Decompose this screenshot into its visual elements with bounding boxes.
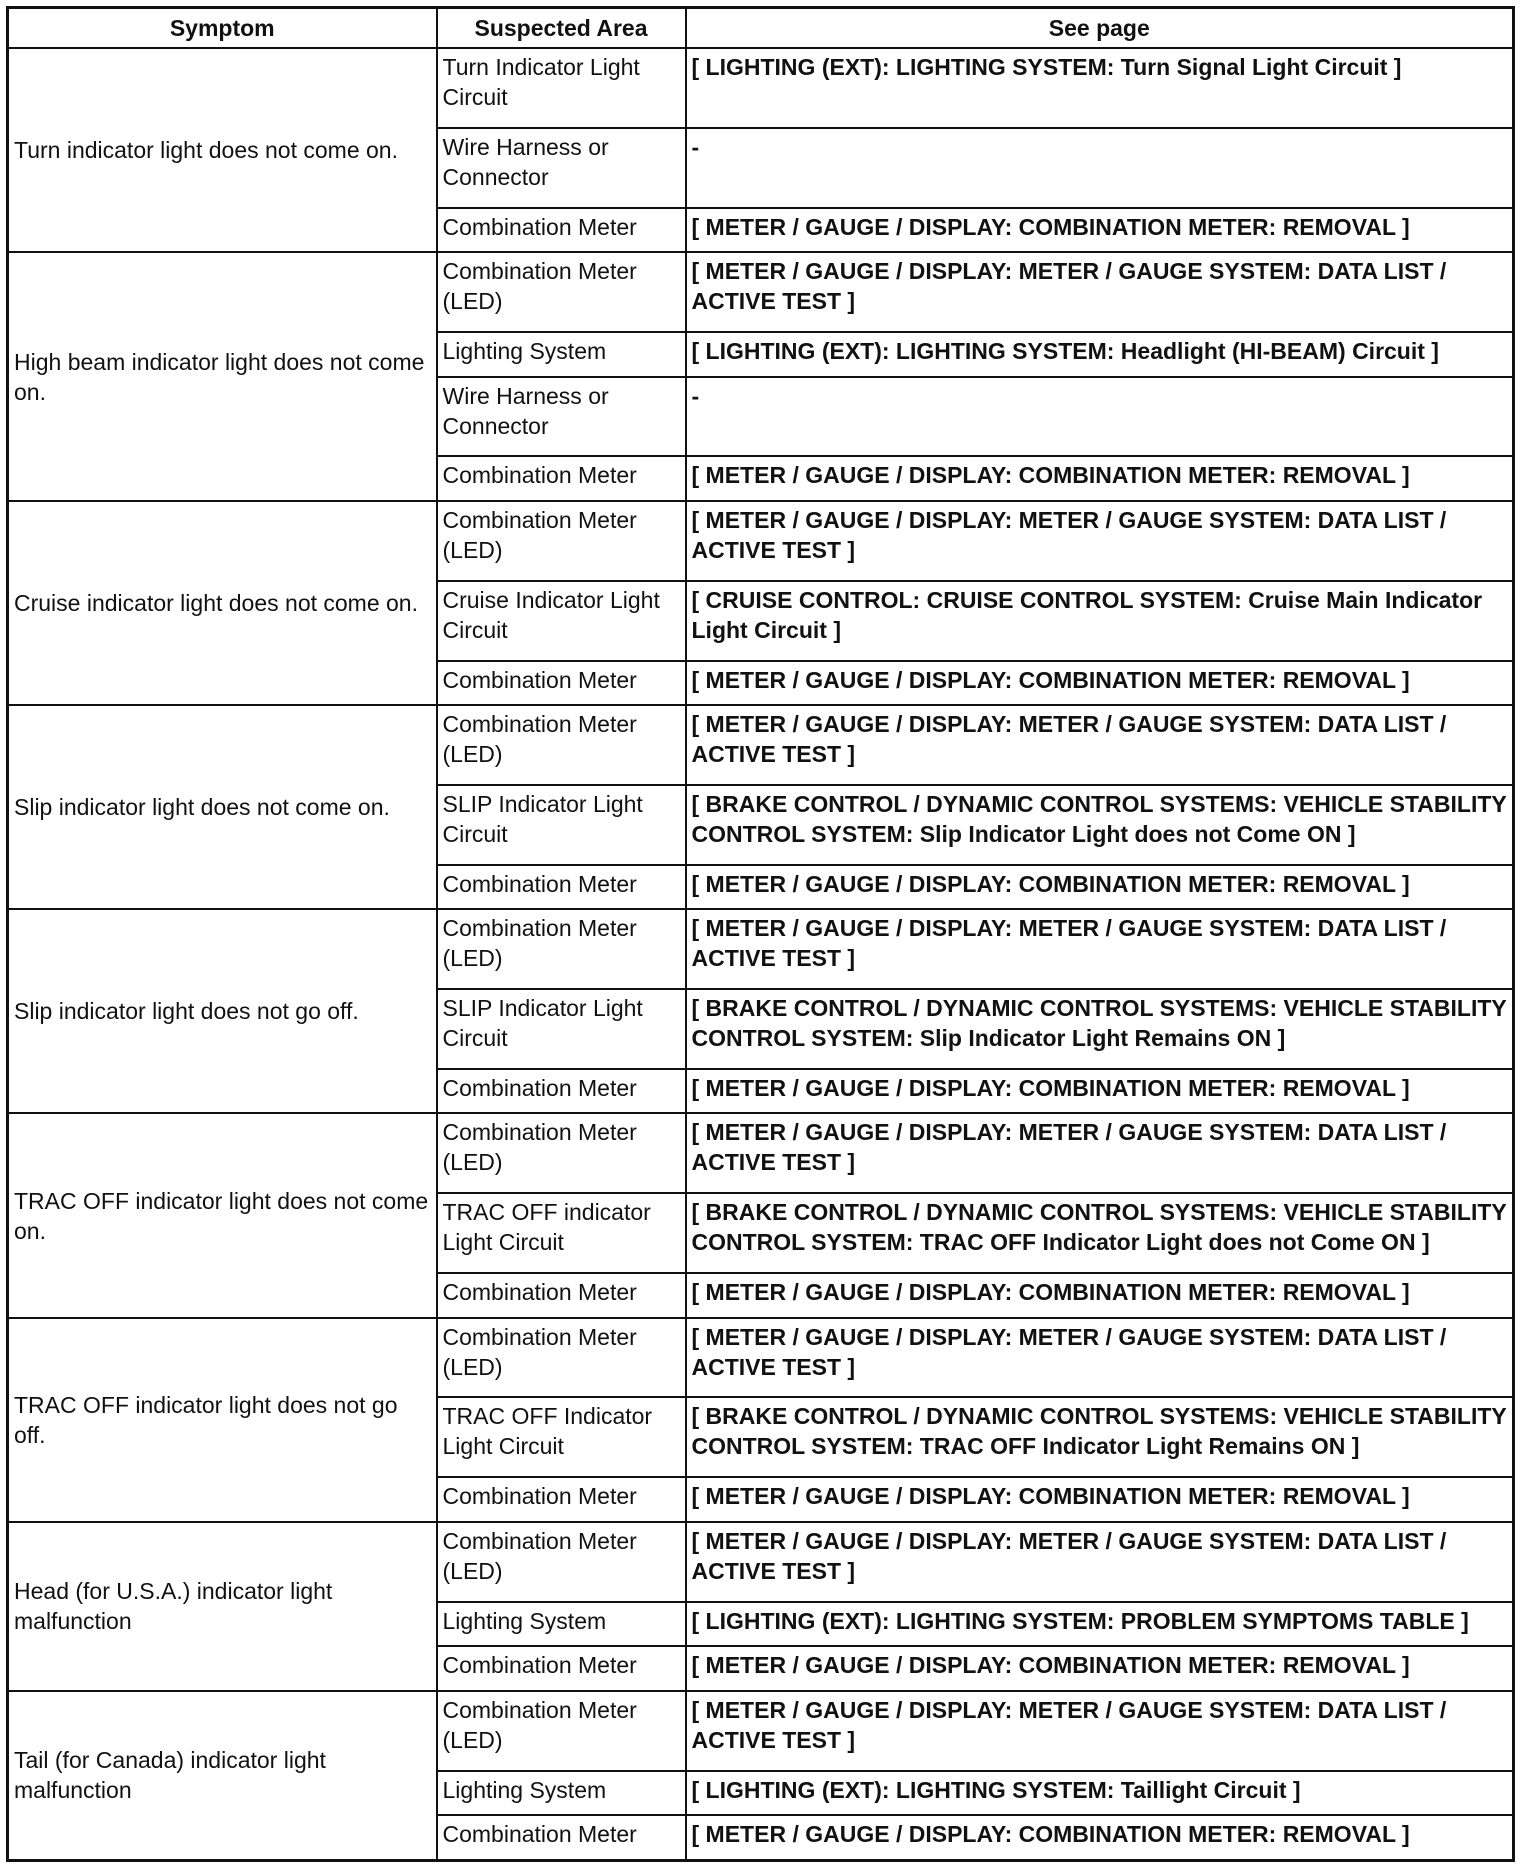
table-row <box>8 1113 1514 1193</box>
see-page-link[interactable]: [ METER / GAUGE / DISPLAY: METER / GAUGE SYSTEM: DATA LIST / ACTIVE TEST ] <box>686 1522 1514 1602</box>
suspected-area-cell: Combination Meter <box>437 1815 686 1860</box>
see-page-link[interactable]: [ BRAKE CONTROL / DYNAMIC CONTROL SYSTEMS: VEHICLE STABILITY CONTROL SYSTEM: TRAC OFF Indicator Light does not Come ON ] <box>686 1193 1514 1273</box>
symptom-cell: Slip indicator light does not come on. <box>8 705 437 909</box>
see-page-link[interactable]: [ METER / GAUGE / DISPLAY: METER / GAUGE SYSTEM: DATA LIST / ACTIVE TEST ] <box>686 1318 1514 1398</box>
see-page-link[interactable]: [ METER / GAUGE / DISPLAY: METER / GAUGE SYSTEM: DATA LIST / ACTIVE TEST ] <box>686 252 1514 332</box>
problem-symptoms-table <box>6 6 1515 1862</box>
suspected-area-cell: Turn Indicator Light Circuit <box>437 48 686 128</box>
symptom-cell: Tail (for Canada) indicator light malfunction <box>8 1691 437 1861</box>
symptom-cell: TRAC OFF indicator light does not come on. <box>8 1113 437 1317</box>
see-page-link[interactable]: [ METER / GAUGE / DISPLAY: METER / GAUGE SYSTEM: DATA LIST / ACTIVE TEST ] <box>686 501 1514 581</box>
suspected-area-cell: SLIP Indicator Light Circuit <box>437 785 686 865</box>
suspected-area-cell: Combination Meter <box>437 1477 686 1522</box>
symptom-cell: TRAC OFF indicator light does not go off. <box>8 1318 437 1522</box>
suspected-area-cell: Lighting System <box>437 1771 686 1816</box>
symptom-cell: Cruise indicator light does not come on. <box>8 501 437 705</box>
suspected-area-cell: Combination Meter (LED) <box>437 1522 686 1602</box>
table-header <box>8 8 1514 49</box>
suspected-area-cell: Combination Meter <box>437 661 686 706</box>
see-page-link[interactable]: [ BRAKE CONTROL / DYNAMIC CONTROL SYSTEMS: VEHICLE STABILITY CONTROL SYSTEM: Slip Indicator Light does not Come ON ] <box>686 785 1514 865</box>
suspected-area-cell: SLIP Indicator Light Circuit <box>437 989 686 1069</box>
suspected-area-cell: Combination Meter <box>437 1069 686 1114</box>
table-row <box>8 501 1514 581</box>
header-row <box>8 8 1514 49</box>
see-page-link[interactable]: [ METER / GAUGE / DISPLAY: COMBINATION METER: REMOVAL ] <box>686 865 1514 910</box>
see-page-link[interactable]: [ METER / GAUGE / DISPLAY: COMBINATION METER: REMOVAL ] <box>686 208 1514 253</box>
see-page-link[interactable]: [ LIGHTING (EXT): LIGHTING SYSTEM: Taillight Circuit ] <box>686 1771 1514 1816</box>
suspected-area-cell: Combination Meter <box>437 1646 686 1691</box>
suspected-area-cell: Lighting System <box>437 1602 686 1647</box>
suspected-area-cell: Combination Meter <box>437 1273 686 1318</box>
see-page-link[interactable]: [ LIGHTING (EXT): LIGHTING SYSTEM: Turn Signal Light Circuit ] <box>686 48 1514 128</box>
see-page-link[interactable]: [ BRAKE CONTROL / DYNAMIC CONTROL SYSTEMS: VEHICLE STABILITY CONTROL SYSTEM: TRAC OFF Indicator Light Remains ON ] <box>686 1397 1514 1477</box>
header-suspected-area: Suspected Area <box>437 8 686 49</box>
header-symptom: Symptom <box>8 8 437 49</box>
symptom-cell: Head (for U.S.A.) indicator light malfunction <box>8 1522 437 1691</box>
header-see-page: See page <box>686 8 1514 49</box>
see-page-link[interactable]: [ METER / GAUGE / DISPLAY: METER / GAUGE SYSTEM: DATA LIST / ACTIVE TEST ] <box>686 1691 1514 1771</box>
suspected-area-cell: TRAC OFF indicator Light Circuit <box>437 1193 686 1273</box>
suspected-area-cell: Combination Meter <box>437 456 686 501</box>
table-body <box>8 48 1514 1861</box>
suspected-area-cell: Combination Meter (LED) <box>437 705 686 785</box>
suspected-area-cell: Combination Meter (LED) <box>437 909 686 989</box>
see-page-link[interactable]: [ METER / GAUGE / DISPLAY: COMBINATION METER: REMOVAL ] <box>686 1069 1514 1114</box>
table-row <box>8 1318 1514 1398</box>
suspected-area-cell: Combination Meter <box>437 208 686 253</box>
suspected-area-cell: Combination Meter (LED) <box>437 1113 686 1193</box>
table-row <box>8 1691 1514 1771</box>
see-page-link[interactable]: [ METER / GAUGE / DISPLAY: COMBINATION METER: REMOVAL ] <box>686 456 1514 501</box>
suspected-area-cell: Combination Meter (LED) <box>437 252 686 332</box>
suspected-area-cell: Combination Meter (LED) <box>437 1691 686 1771</box>
suspected-area-cell: Wire Harness or Connector <box>437 377 686 457</box>
table-row <box>8 48 1514 128</box>
suspected-area-cell: Lighting System <box>437 332 686 377</box>
suspected-area-cell: Cruise Indicator Light Circuit <box>437 581 686 661</box>
symptom-table-container <box>6 6 1512 1862</box>
see-page-link[interactable]: [ BRAKE CONTROL / DYNAMIC CONTROL SYSTEMS: VEHICLE STABILITY CONTROL SYSTEM: Slip Indicator Light Remains ON ] <box>686 989 1514 1069</box>
see-page-link[interactable]: [ METER / GAUGE / DISPLAY: COMBINATION METER: REMOVAL ] <box>686 661 1514 706</box>
see-page-link[interactable]: [ LIGHTING (EXT): LIGHTING SYSTEM: Headlight (HI-BEAM) Circuit ] <box>686 332 1514 377</box>
symptom-cell: Turn indicator light does not come on. <box>8 48 437 252</box>
suspected-area-cell: Combination Meter (LED) <box>437 501 686 581</box>
see-page-link[interactable]: - <box>686 128 1514 208</box>
see-page-link[interactable]: [ METER / GAUGE / DISPLAY: COMBINATION METER: REMOVAL ] <box>686 1646 1514 1691</box>
table-row <box>8 1522 1514 1602</box>
see-page-link[interactable]: [ METER / GAUGE / DISPLAY: METER / GAUGE SYSTEM: DATA LIST / ACTIVE TEST ] <box>686 1113 1514 1193</box>
see-page-link[interactable]: [ METER / GAUGE / DISPLAY: COMBINATION METER: REMOVAL ] <box>686 1477 1514 1522</box>
see-page-link[interactable]: [ METER / GAUGE / DISPLAY: COMBINATION METER: REMOVAL ] <box>686 1273 1514 1318</box>
suspected-area-cell: Wire Harness or Connector <box>437 128 686 208</box>
table-row <box>8 252 1514 332</box>
suspected-area-cell: Combination Meter <box>437 865 686 910</box>
table-row <box>8 909 1514 989</box>
suspected-area-cell: Combination Meter (LED) <box>437 1318 686 1398</box>
symptom-cell: Slip indicator light does not go off. <box>8 909 437 1113</box>
see-page-link[interactable]: [ LIGHTING (EXT): LIGHTING SYSTEM: PROBLEM SYMPTOMS TABLE ] <box>686 1602 1514 1647</box>
see-page-link[interactable]: [ METER / GAUGE / DISPLAY: COMBINATION METER: REMOVAL ] <box>686 1815 1514 1860</box>
table-row <box>8 705 1514 785</box>
suspected-area-cell: TRAC OFF Indicator Light Circuit <box>437 1397 686 1477</box>
see-page-link[interactable]: [ CRUISE CONTROL: CRUISE CONTROL SYSTEM: Cruise Main Indicator Light Circuit ] <box>686 581 1514 661</box>
see-page-link[interactable]: [ METER / GAUGE / DISPLAY: METER / GAUGE SYSTEM: DATA LIST / ACTIVE TEST ] <box>686 705 1514 785</box>
symptom-cell: High beam indicator light does not come on. <box>8 252 437 501</box>
see-page-link[interactable]: - <box>686 377 1514 457</box>
see-page-link[interactable]: [ METER / GAUGE / DISPLAY: METER / GAUGE SYSTEM: DATA LIST / ACTIVE TEST ] <box>686 909 1514 989</box>
